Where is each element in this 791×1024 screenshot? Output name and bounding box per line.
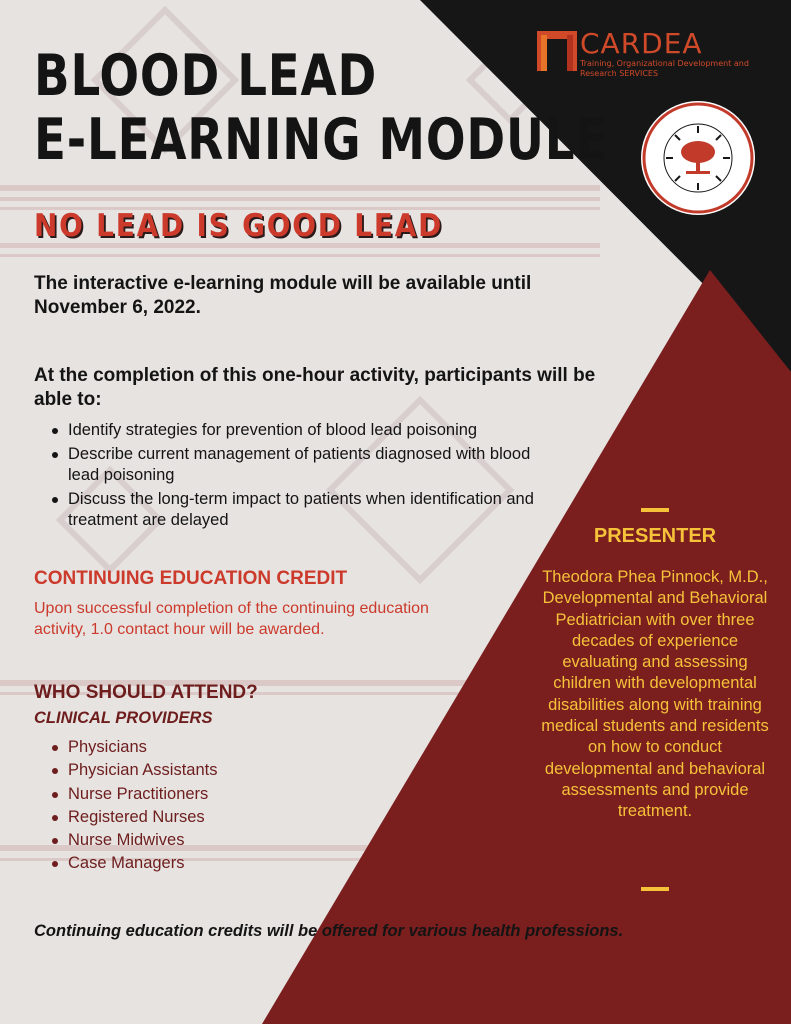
availability-text: The interactive e-learning module will be available until November 6, 2022. [34, 273, 532, 318]
divider-top [641, 508, 669, 512]
ce-heading: CONTINUING EDUCATION CREDIT [34, 568, 348, 589]
logo-name: CARDEA [580, 27, 703, 60]
tagline: NO LEAD IS GOOD LEAD [34, 208, 444, 244]
list-item: Nurse Midwives [50, 829, 350, 852]
ce-text: Upon successful completion of the continuing education activity, 1.0 contact hour will be awarded. [34, 600, 429, 638]
attend-subheading: CLINICAL PROVIDERS [34, 709, 213, 727]
divider-bottom [641, 887, 669, 891]
cardea-logo-icon [537, 29, 577, 73]
presenter-heading: PRESENTER [593, 525, 717, 547]
objectives-intro: At the completion of this one-hour activity, participants will be able to: [34, 365, 596, 410]
list-item: Physician Assistants [50, 759, 350, 782]
footer-note: Continuing education credits will be offered for various health professions. [34, 922, 624, 940]
list-item: Identify strategies for prevention of blood lead poisoning [50, 420, 540, 441]
attend-list [50, 736, 350, 876]
presenter-bio: Theodora Phea Pinnock, M.D., Developmental and Behavioral Pediatrician with over three decades of experience evaluating and assessing children with developmental disabilities along with training medical students and residents on how to conduct developmental and behavioral assessments and provide treatment. [541, 568, 769, 821]
page-title: BLOOD LEAD E-LEARNING MODULE [34, 43, 609, 173]
list-item: Nurse Practitioners [50, 783, 350, 806]
objectives-list [50, 420, 540, 534]
list-item: Describe current management of patients diagnosed with blood lead poisoning [50, 444, 540, 486]
logo-subtitle: Training, Organizational Development and Research SERVICES [580, 59, 749, 78]
tree-seal-icon [640, 100, 756, 216]
list-item: Physicians [50, 736, 350, 759]
list-item: Case Managers [50, 852, 350, 875]
list-item: Discuss the long-term impact to patients when identification and treatment are delayed [50, 489, 540, 531]
cardea-logo [537, 27, 787, 97]
list-item: Registered Nurses [50, 806, 350, 829]
attend-heading: WHO SHOULD ATTEND? [34, 682, 258, 703]
